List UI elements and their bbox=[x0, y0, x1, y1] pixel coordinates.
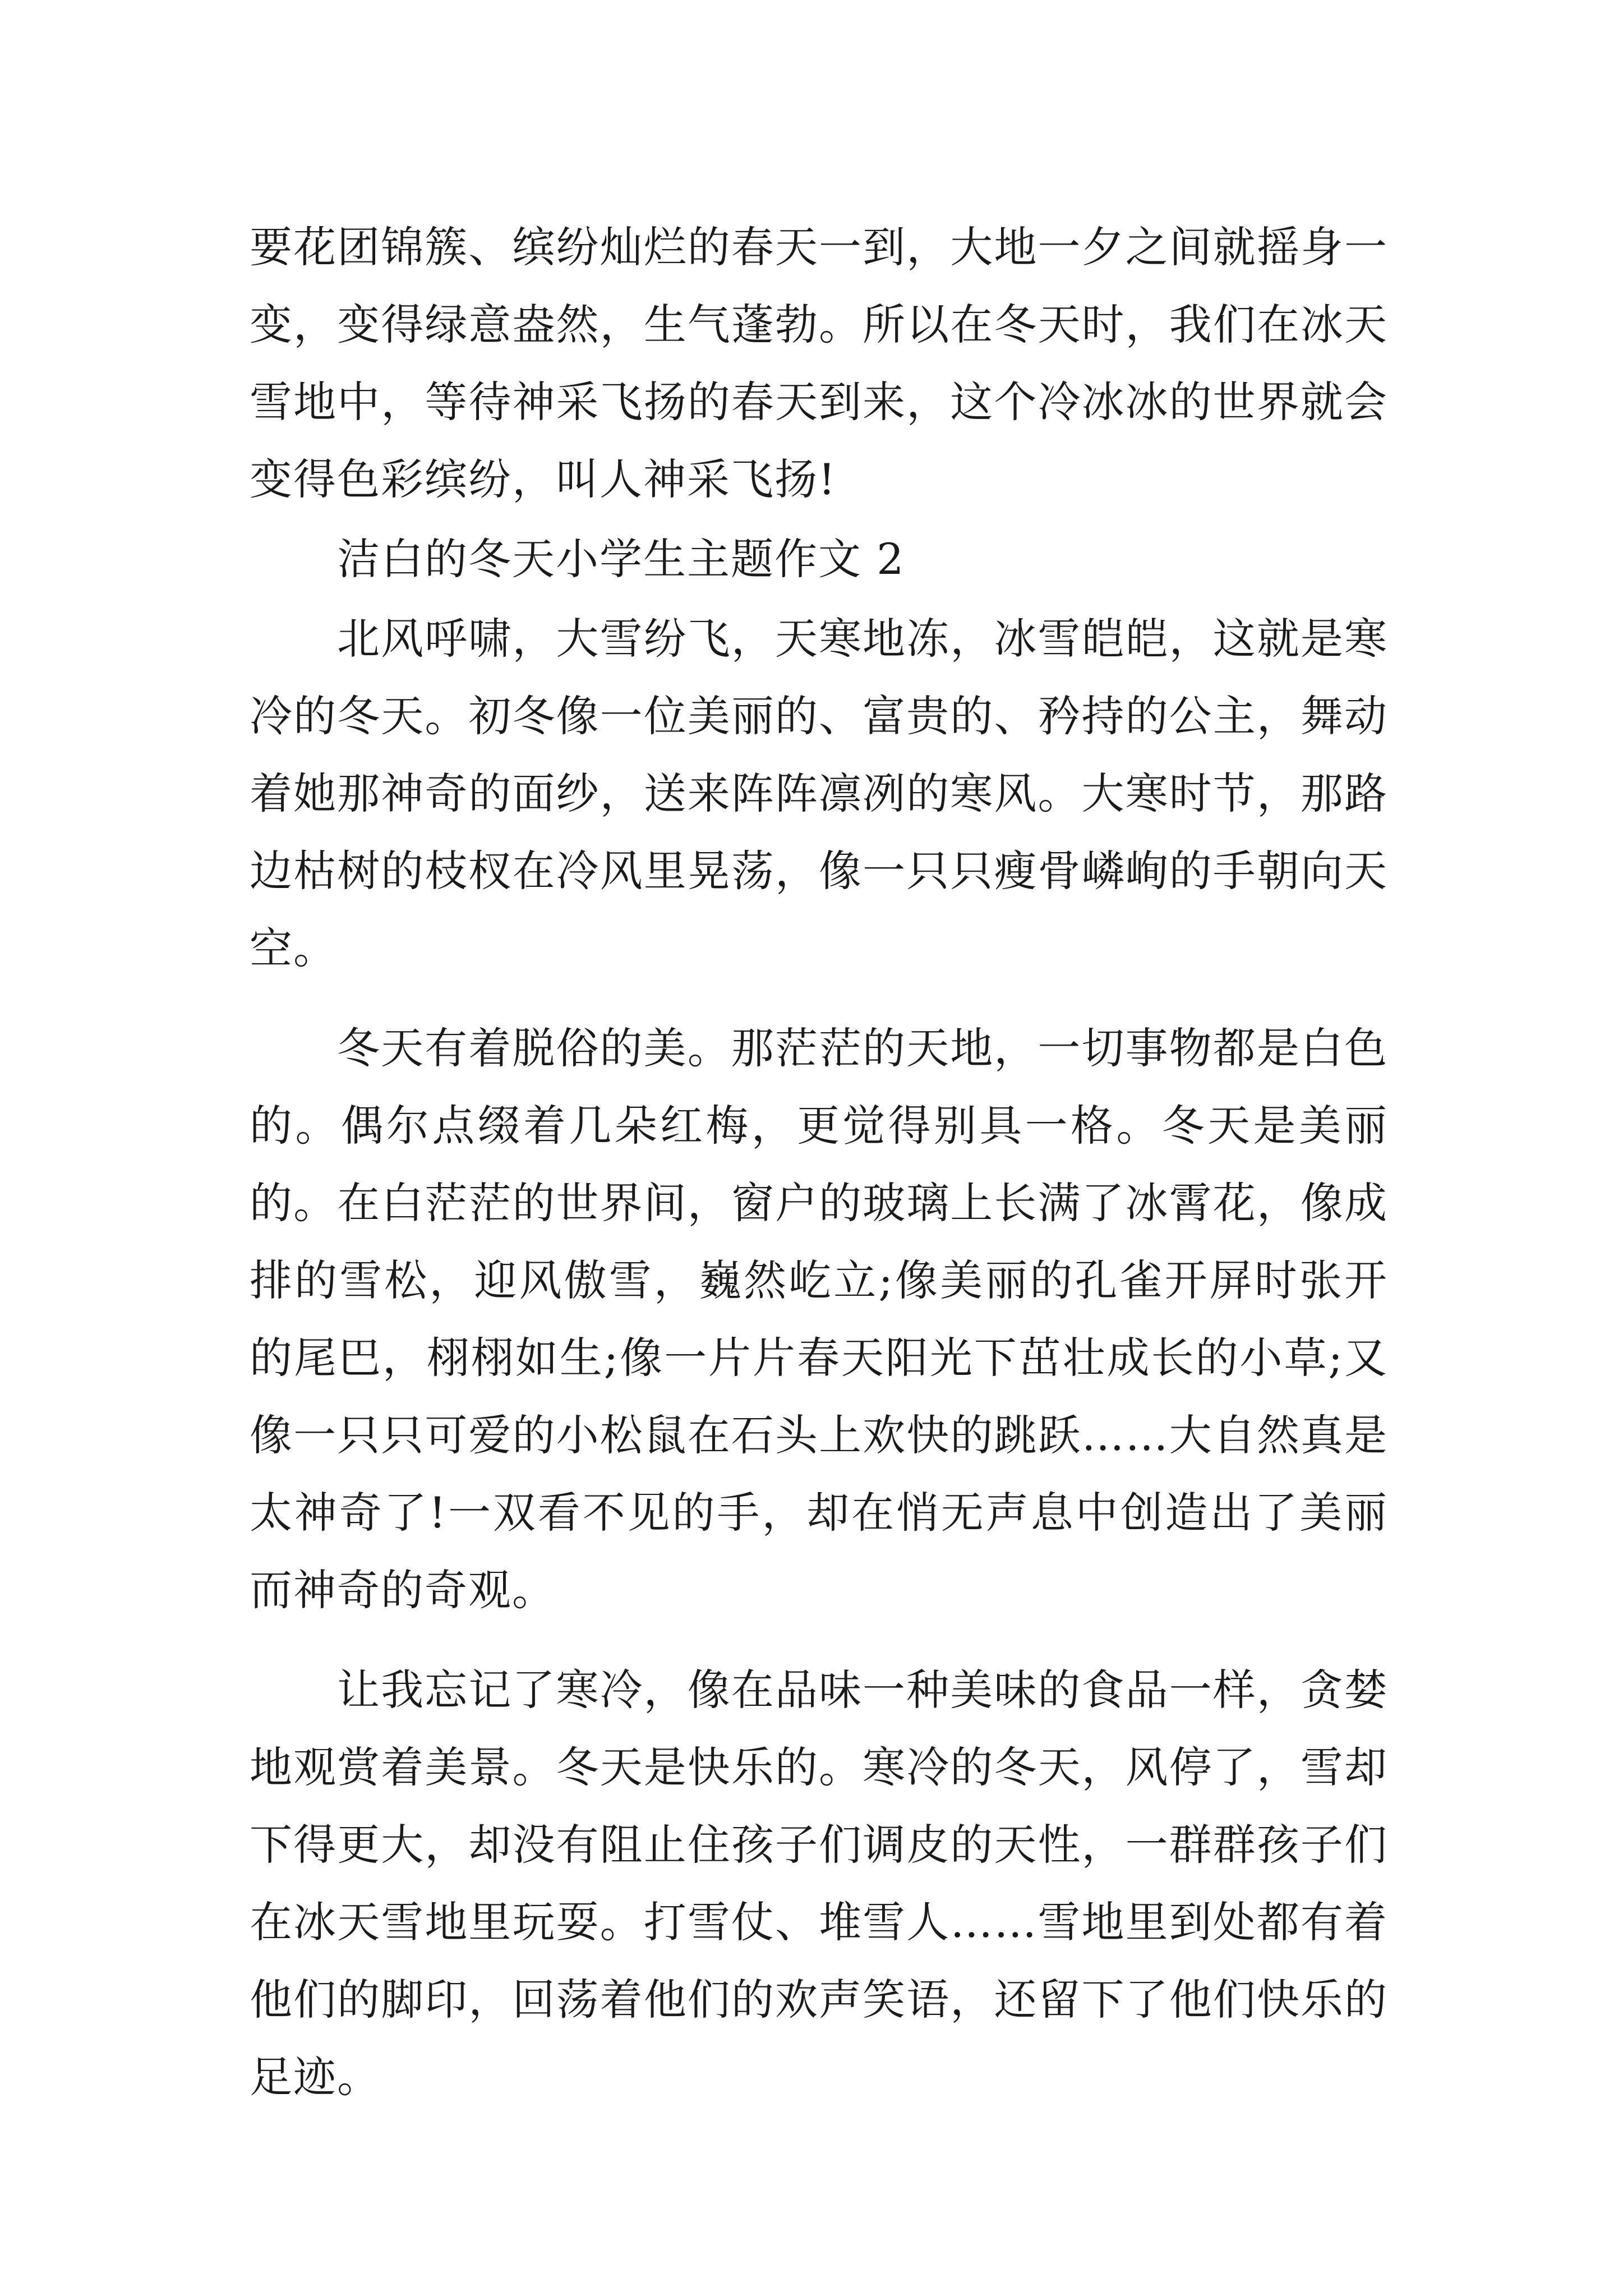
paragraph-spring-ending: 要花团锦簇、缤纷灿烂的春天一到，大地一夕之间就摇身一变，变得绿意盎然，生气蓬勃。所以在冬天时，我们在冰天雪地中，等待神采飞扬的春天到来，这个冷冰冰的世界就会变得色彩缤纷，叫人神采飞扬! bbox=[250, 222, 1388, 504]
essay-title-2: 洁白的冬天小学生主题作文 2 bbox=[337, 534, 905, 584]
paragraph-winter-joy: 让我忘记了寒冷，像在品味一种美味的食品一样，贪婪地观赏着美景。冬天是快乐的。寒冷的冬天，风停了，雪却下得更大，却没有阻止住孩子们调皮的天性，一群群孩子们在冰天雪地里玩耍。打雪仗、堆雪人……雪地里到处都有着他们的脚印，回荡着他们的欢声笑语，还留下了他们快乐的足迹。 bbox=[250, 1665, 1388, 2102]
document-body bbox=[250, 209, 1388, 2116]
paragraph-winter-intro: 北风呼啸，大雪纷飞，天寒地冻，冰雪皑皑，这就是寒冷的冬天。初冬像一位美丽的、富贵的、矜持的公主，舞动着她那神奇的面纱，送来阵阵凛冽的寒风。大寒时节，那路边枯树的枝杈在冷风里晃荡，像一只只瘦骨嶙峋的手朝向天空。 bbox=[250, 614, 1388, 973]
paragraph-winter-beauty: 冬天有着脱俗的美。那茫茫的天地，一切事物都是白色的。偶尔点缀着几朵红梅，更觉得别具一格。冬天是美丽的。在白茫茫的世界间，窗户的玻璃上长满了冰霄花，像成排的雪松，迎风傲雪，巍然屹立;像美丽的孔雀开屏时张开的尾巴，栩栩如生;像一片片春天阳光下茁壮成长的小草;又像一只只可爱的小松鼠在石头上欢快的跳跃……大自然真是太神奇了!一双看不见的手，却在悄无声息中创造出了美丽而神奇的奇观。 bbox=[250, 1023, 1388, 1615]
